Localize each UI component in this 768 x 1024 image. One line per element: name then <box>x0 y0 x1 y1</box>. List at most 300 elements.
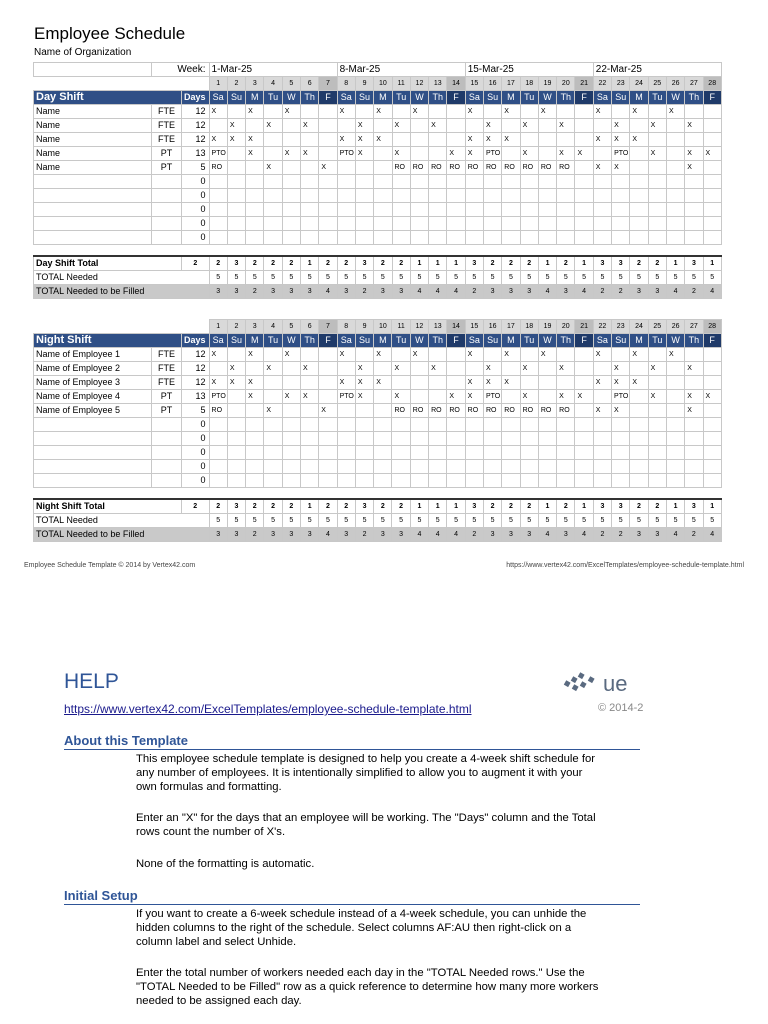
schedule-cell[interactable] <box>319 231 337 245</box>
schedule-cell[interactable]: RO <box>538 404 556 418</box>
schedule-cell[interactable] <box>246 203 264 217</box>
schedule-cell[interactable] <box>685 175 703 189</box>
schedule-cell[interactable]: X <box>465 348 483 362</box>
schedule-cell[interactable] <box>429 105 447 119</box>
schedule-cell[interactable] <box>630 147 648 161</box>
schedule-cell[interactable] <box>465 175 483 189</box>
schedule-cell[interactable]: X <box>483 119 501 133</box>
schedule-cell[interactable] <box>685 432 703 446</box>
schedule-cell[interactable] <box>429 418 447 432</box>
schedule-cell[interactable] <box>685 133 703 147</box>
schedule-cell[interactable] <box>337 460 355 474</box>
schedule-cell[interactable] <box>703 446 721 460</box>
schedule-cell[interactable] <box>410 376 428 390</box>
schedule-cell[interactable] <box>593 203 611 217</box>
schedule-cell[interactable]: X <box>282 390 300 404</box>
schedule-cell[interactable] <box>264 460 282 474</box>
schedule-cell[interactable] <box>520 231 538 245</box>
schedule-cell[interactable] <box>593 362 611 376</box>
schedule-cell[interactable] <box>575 474 593 488</box>
schedule-cell[interactable] <box>209 446 227 460</box>
schedule-cell[interactable] <box>264 390 282 404</box>
schedule-cell[interactable] <box>447 376 465 390</box>
total-needed-value[interactable]: 5 <box>301 514 319 528</box>
schedule-cell[interactable]: X <box>246 147 264 161</box>
schedule-cell[interactable]: PTO <box>337 390 355 404</box>
schedule-cell[interactable] <box>337 418 355 432</box>
schedule-cell[interactable]: RO <box>520 161 538 175</box>
schedule-cell[interactable] <box>538 119 556 133</box>
schedule-cell[interactable] <box>227 147 245 161</box>
total-needed-value[interactable]: 5 <box>209 271 227 285</box>
schedule-cell[interactable] <box>301 404 319 418</box>
schedule-cell[interactable] <box>282 119 300 133</box>
schedule-cell[interactable] <box>246 189 264 203</box>
schedule-cell[interactable] <box>502 175 520 189</box>
total-needed-value[interactable]: 5 <box>355 271 373 285</box>
employee-type[interactable]: PT <box>152 147 182 161</box>
schedule-cell[interactable]: X <box>282 348 300 362</box>
schedule-cell[interactable] <box>666 446 684 460</box>
schedule-cell[interactable] <box>355 348 373 362</box>
schedule-cell[interactable] <box>392 175 410 189</box>
total-needed-value[interactable]: 5 <box>374 514 392 528</box>
schedule-cell[interactable]: X <box>557 147 575 161</box>
schedule-cell[interactable] <box>319 362 337 376</box>
schedule-cell[interactable] <box>630 217 648 231</box>
schedule-cell[interactable] <box>301 189 319 203</box>
total-needed-value[interactable]: 5 <box>410 514 428 528</box>
schedule-cell[interactable] <box>630 432 648 446</box>
schedule-cell[interactable] <box>319 175 337 189</box>
schedule-cell[interactable] <box>355 161 373 175</box>
schedule-cell[interactable] <box>429 460 447 474</box>
schedule-cell[interactable] <box>337 446 355 460</box>
schedule-cell[interactable] <box>703 432 721 446</box>
schedule-cell[interactable] <box>685 203 703 217</box>
schedule-cell[interactable] <box>465 217 483 231</box>
total-needed-value[interactable]: 5 <box>648 271 666 285</box>
schedule-cell[interactable] <box>648 133 666 147</box>
schedule-cell[interactable] <box>703 348 721 362</box>
schedule-cell[interactable] <box>264 217 282 231</box>
schedule-cell[interactable] <box>612 460 630 474</box>
schedule-cell[interactable]: X <box>520 119 538 133</box>
schedule-cell[interactable] <box>538 133 556 147</box>
schedule-cell[interactable] <box>264 418 282 432</box>
schedule-cell[interactable] <box>575 133 593 147</box>
schedule-cell[interactable] <box>282 133 300 147</box>
schedule-cell[interactable] <box>337 119 355 133</box>
schedule-cell[interactable] <box>538 432 556 446</box>
schedule-cell[interactable] <box>227 348 245 362</box>
schedule-cell[interactable] <box>319 119 337 133</box>
schedule-cell[interactable] <box>301 446 319 460</box>
schedule-cell[interactable] <box>410 133 428 147</box>
schedule-cell[interactable] <box>520 474 538 488</box>
schedule-cell[interactable] <box>355 189 373 203</box>
schedule-cell[interactable] <box>227 105 245 119</box>
schedule-cell[interactable] <box>666 460 684 474</box>
schedule-cell[interactable] <box>410 175 428 189</box>
schedule-cell[interactable]: X <box>355 390 373 404</box>
schedule-cell[interactable]: X <box>648 147 666 161</box>
schedule-cell[interactable] <box>630 460 648 474</box>
schedule-cell[interactable] <box>410 189 428 203</box>
schedule-cell[interactable] <box>666 119 684 133</box>
employee-type[interactable]: FTE <box>152 119 182 133</box>
schedule-cell[interactable] <box>630 119 648 133</box>
schedule-cell[interactable] <box>429 432 447 446</box>
total-needed-value[interactable]: 5 <box>630 514 648 528</box>
total-needed-value[interactable]: 5 <box>666 514 684 528</box>
schedule-cell[interactable]: RO <box>429 404 447 418</box>
schedule-cell[interactable] <box>209 175 227 189</box>
schedule-cell[interactable] <box>465 362 483 376</box>
schedule-cell[interactable] <box>337 432 355 446</box>
schedule-cell[interactable] <box>374 203 392 217</box>
schedule-cell[interactable] <box>520 418 538 432</box>
schedule-cell[interactable] <box>557 474 575 488</box>
schedule-cell[interactable]: X <box>520 147 538 161</box>
schedule-cell[interactable] <box>557 231 575 245</box>
schedule-cell[interactable]: RO <box>538 161 556 175</box>
schedule-cell[interactable]: X <box>392 119 410 133</box>
schedule-cell[interactable] <box>703 404 721 418</box>
total-needed-value[interactable]: 5 <box>447 514 465 528</box>
schedule-cell[interactable] <box>319 133 337 147</box>
schedule-cell[interactable] <box>337 189 355 203</box>
schedule-cell[interactable] <box>319 189 337 203</box>
schedule-cell[interactable] <box>593 231 611 245</box>
schedule-cell[interactable] <box>666 161 684 175</box>
schedule-cell[interactable]: RO <box>520 404 538 418</box>
schedule-cell[interactable] <box>703 231 721 245</box>
schedule-cell[interactable] <box>465 474 483 488</box>
schedule-cell[interactable]: X <box>703 147 721 161</box>
schedule-cell[interactable] <box>465 432 483 446</box>
employee-type[interactable] <box>152 474 182 488</box>
schedule-cell[interactable] <box>520 432 538 446</box>
schedule-cell[interactable] <box>337 231 355 245</box>
schedule-cell[interactable] <box>666 203 684 217</box>
schedule-cell[interactable] <box>227 432 245 446</box>
schedule-cell[interactable]: X <box>575 390 593 404</box>
schedule-cell[interactable] <box>666 474 684 488</box>
schedule-cell[interactable] <box>538 175 556 189</box>
schedule-cell[interactable] <box>355 460 373 474</box>
schedule-cell[interactable]: X <box>648 362 666 376</box>
schedule-cell[interactable] <box>502 446 520 460</box>
schedule-cell[interactable] <box>685 446 703 460</box>
schedule-cell[interactable] <box>575 161 593 175</box>
schedule-cell[interactable]: X <box>593 133 611 147</box>
schedule-cell[interactable] <box>282 460 300 474</box>
total-needed-value[interactable]: 5 <box>557 514 575 528</box>
schedule-cell[interactable] <box>465 189 483 203</box>
schedule-cell[interactable]: X <box>209 376 227 390</box>
employee-name[interactable] <box>34 203 152 217</box>
schedule-cell[interactable] <box>209 362 227 376</box>
total-needed-value[interactable]: 5 <box>538 514 556 528</box>
schedule-cell[interactable] <box>447 446 465 460</box>
schedule-cell[interactable] <box>703 161 721 175</box>
employee-name[interactable]: Name of Employee 4 <box>34 390 152 404</box>
employee-name[interactable] <box>34 474 152 488</box>
schedule-cell[interactable] <box>374 418 392 432</box>
schedule-cell[interactable] <box>429 376 447 390</box>
schedule-cell[interactable]: RO <box>465 404 483 418</box>
schedule-cell[interactable] <box>648 161 666 175</box>
schedule-cell[interactable] <box>483 203 501 217</box>
schedule-cell[interactable] <box>593 175 611 189</box>
total-needed-value[interactable]: 5 <box>502 271 520 285</box>
total-needed-value[interactable]: 5 <box>264 271 282 285</box>
schedule-cell[interactable] <box>575 119 593 133</box>
total-needed-value[interactable]: 5 <box>465 271 483 285</box>
schedule-cell[interactable] <box>630 474 648 488</box>
schedule-cell[interactable] <box>593 147 611 161</box>
schedule-cell[interactable] <box>465 460 483 474</box>
schedule-cell[interactable]: X <box>429 362 447 376</box>
schedule-cell[interactable]: X <box>392 362 410 376</box>
schedule-cell[interactable] <box>246 217 264 231</box>
schedule-cell[interactable] <box>246 446 264 460</box>
schedule-cell[interactable] <box>520 348 538 362</box>
schedule-cell[interactable] <box>630 203 648 217</box>
schedule-cell[interactable] <box>447 474 465 488</box>
schedule-cell[interactable] <box>246 474 264 488</box>
schedule-cell[interactable] <box>648 376 666 390</box>
schedule-cell[interactable] <box>355 105 373 119</box>
schedule-cell[interactable] <box>319 432 337 446</box>
schedule-cell[interactable] <box>557 348 575 362</box>
schedule-cell[interactable]: X <box>355 133 373 147</box>
employee-name[interactable]: Name <box>34 105 152 119</box>
schedule-cell[interactable] <box>374 189 392 203</box>
schedule-cell[interactable]: X <box>337 133 355 147</box>
total-needed-value[interactable]: 5 <box>685 271 703 285</box>
schedule-cell[interactable]: X <box>612 404 630 418</box>
employee-type[interactable] <box>152 217 182 231</box>
schedule-cell[interactable] <box>337 217 355 231</box>
schedule-cell[interactable] <box>465 119 483 133</box>
total-needed-value[interactable]: 5 <box>557 271 575 285</box>
schedule-cell[interactable] <box>648 348 666 362</box>
schedule-cell[interactable]: X <box>465 105 483 119</box>
schedule-cell[interactable] <box>502 119 520 133</box>
schedule-cell[interactable] <box>502 362 520 376</box>
schedule-cell[interactable] <box>557 105 575 119</box>
schedule-cell[interactable] <box>612 432 630 446</box>
schedule-cell[interactable] <box>282 203 300 217</box>
total-needed-value[interactable]: 5 <box>429 514 447 528</box>
schedule-cell[interactable] <box>685 376 703 390</box>
schedule-cell[interactable]: X <box>282 105 300 119</box>
schedule-cell[interactable] <box>301 217 319 231</box>
schedule-cell[interactable] <box>666 175 684 189</box>
schedule-cell[interactable]: X <box>447 390 465 404</box>
employee-type[interactable] <box>152 418 182 432</box>
schedule-cell[interactable] <box>264 432 282 446</box>
total-needed-value[interactable]: 5 <box>630 271 648 285</box>
schedule-cell[interactable] <box>374 474 392 488</box>
total-needed-value[interactable]: 5 <box>612 514 630 528</box>
schedule-cell[interactable] <box>227 404 245 418</box>
schedule-cell[interactable] <box>319 474 337 488</box>
schedule-cell[interactable] <box>538 446 556 460</box>
schedule-cell[interactable] <box>319 203 337 217</box>
schedule-cell[interactable] <box>520 217 538 231</box>
schedule-cell[interactable] <box>666 432 684 446</box>
schedule-cell[interactable]: X <box>502 105 520 119</box>
schedule-cell[interactable]: X <box>410 105 428 119</box>
total-needed-value[interactable]: 5 <box>264 514 282 528</box>
schedule-cell[interactable] <box>264 376 282 390</box>
schedule-cell[interactable] <box>319 418 337 432</box>
total-needed-value[interactable]: 5 <box>410 271 428 285</box>
total-needed-value[interactable]: 5 <box>612 271 630 285</box>
schedule-cell[interactable] <box>703 189 721 203</box>
schedule-cell[interactable]: X <box>264 404 282 418</box>
schedule-cell[interactable] <box>575 460 593 474</box>
schedule-cell[interactable] <box>410 119 428 133</box>
schedule-cell[interactable] <box>410 460 428 474</box>
schedule-cell[interactable] <box>301 418 319 432</box>
schedule-cell[interactable] <box>429 133 447 147</box>
schedule-cell[interactable] <box>264 231 282 245</box>
schedule-cell[interactable] <box>429 147 447 161</box>
schedule-cell[interactable]: RO <box>429 161 447 175</box>
schedule-cell[interactable]: X <box>630 376 648 390</box>
schedule-cell[interactable] <box>374 217 392 231</box>
schedule-cell[interactable]: X <box>447 147 465 161</box>
schedule-cell[interactable] <box>337 404 355 418</box>
schedule-cell[interactable]: X <box>209 105 227 119</box>
total-needed-value[interactable]: 5 <box>447 271 465 285</box>
schedule-cell[interactable] <box>703 105 721 119</box>
schedule-cell[interactable] <box>538 390 556 404</box>
schedule-cell[interactable] <box>483 432 501 446</box>
schedule-cell[interactable]: X <box>246 348 264 362</box>
schedule-cell[interactable] <box>429 390 447 404</box>
schedule-cell[interactable] <box>557 217 575 231</box>
schedule-cell[interactable] <box>648 418 666 432</box>
schedule-cell[interactable] <box>648 217 666 231</box>
schedule-cell[interactable] <box>374 432 392 446</box>
schedule-cell[interactable]: RO <box>447 161 465 175</box>
schedule-cell[interactable] <box>429 231 447 245</box>
schedule-cell[interactable]: RO <box>392 404 410 418</box>
schedule-cell[interactable] <box>593 474 611 488</box>
schedule-cell[interactable] <box>483 460 501 474</box>
schedule-cell[interactable]: X <box>520 390 538 404</box>
schedule-cell[interactable]: X <box>392 390 410 404</box>
schedule-cell[interactable] <box>447 105 465 119</box>
schedule-cell[interactable]: X <box>465 390 483 404</box>
employee-type[interactable] <box>152 432 182 446</box>
schedule-cell[interactable] <box>666 390 684 404</box>
total-needed-value[interactable]: 5 <box>502 514 520 528</box>
employee-type[interactable]: PT <box>152 390 182 404</box>
schedule-cell[interactable] <box>685 474 703 488</box>
schedule-cell[interactable]: X <box>612 119 630 133</box>
total-needed-value[interactable]: 5 <box>392 514 410 528</box>
total-needed-value[interactable]: 5 <box>301 271 319 285</box>
total-needed-value[interactable]: 5 <box>337 514 355 528</box>
schedule-cell[interactable] <box>630 390 648 404</box>
schedule-cell[interactable] <box>410 147 428 161</box>
schedule-cell[interactable] <box>246 231 264 245</box>
schedule-cell[interactable] <box>630 404 648 418</box>
schedule-cell[interactable] <box>374 119 392 133</box>
schedule-cell[interactable] <box>447 217 465 231</box>
schedule-cell[interactable]: X <box>538 348 556 362</box>
total-needed-value[interactable]: 5 <box>319 514 337 528</box>
schedule-cell[interactable] <box>538 147 556 161</box>
schedule-cell[interactable] <box>319 376 337 390</box>
schedule-cell[interactable] <box>355 404 373 418</box>
schedule-cell[interactable] <box>630 189 648 203</box>
schedule-cell[interactable] <box>557 432 575 446</box>
schedule-cell[interactable]: X <box>264 161 282 175</box>
schedule-cell[interactable] <box>703 133 721 147</box>
schedule-cell[interactable] <box>410 231 428 245</box>
schedule-cell[interactable] <box>538 203 556 217</box>
schedule-cell[interactable]: X <box>630 133 648 147</box>
schedule-cell[interactable] <box>502 203 520 217</box>
schedule-cell[interactable]: X <box>337 376 355 390</box>
schedule-cell[interactable]: X <box>502 376 520 390</box>
schedule-cell[interactable]: X <box>538 105 556 119</box>
schedule-cell[interactable] <box>648 474 666 488</box>
schedule-cell[interactable]: X <box>227 119 245 133</box>
schedule-cell[interactable] <box>227 203 245 217</box>
schedule-cell[interactable] <box>392 217 410 231</box>
total-needed-value[interactable]: 5 <box>520 271 538 285</box>
total-needed-value[interactable]: 5 <box>465 514 483 528</box>
schedule-cell[interactable] <box>319 147 337 161</box>
schedule-cell[interactable] <box>703 119 721 133</box>
schedule-cell[interactable] <box>703 460 721 474</box>
schedule-cell[interactable] <box>319 390 337 404</box>
schedule-cell[interactable]: RO <box>483 161 501 175</box>
schedule-cell[interactable] <box>593 418 611 432</box>
total-needed-value[interactable]: 5 <box>575 514 593 528</box>
total-needed-value[interactable]: 5 <box>374 271 392 285</box>
total-needed-value[interactable]: 5 <box>282 271 300 285</box>
schedule-cell[interactable]: X <box>264 362 282 376</box>
total-needed-value[interactable]: 5 <box>538 271 556 285</box>
schedule-cell[interactable]: X <box>685 390 703 404</box>
schedule-cell[interactable] <box>246 460 264 474</box>
schedule-cell[interactable] <box>612 231 630 245</box>
employee-type[interactable]: FTE <box>152 376 182 390</box>
schedule-cell[interactable] <box>392 231 410 245</box>
schedule-cell[interactable]: X <box>612 376 630 390</box>
schedule-cell[interactable] <box>483 474 501 488</box>
employee-type[interactable] <box>152 203 182 217</box>
schedule-cell[interactable]: X <box>355 119 373 133</box>
schedule-cell[interactable] <box>429 203 447 217</box>
employee-type[interactable]: PT <box>152 404 182 418</box>
employee-name[interactable]: Name <box>34 133 152 147</box>
total-needed-value[interactable]: 5 <box>703 271 721 285</box>
schedule-cell[interactable] <box>703 362 721 376</box>
schedule-cell[interactable] <box>264 348 282 362</box>
schedule-cell[interactable] <box>612 189 630 203</box>
schedule-cell[interactable] <box>483 348 501 362</box>
